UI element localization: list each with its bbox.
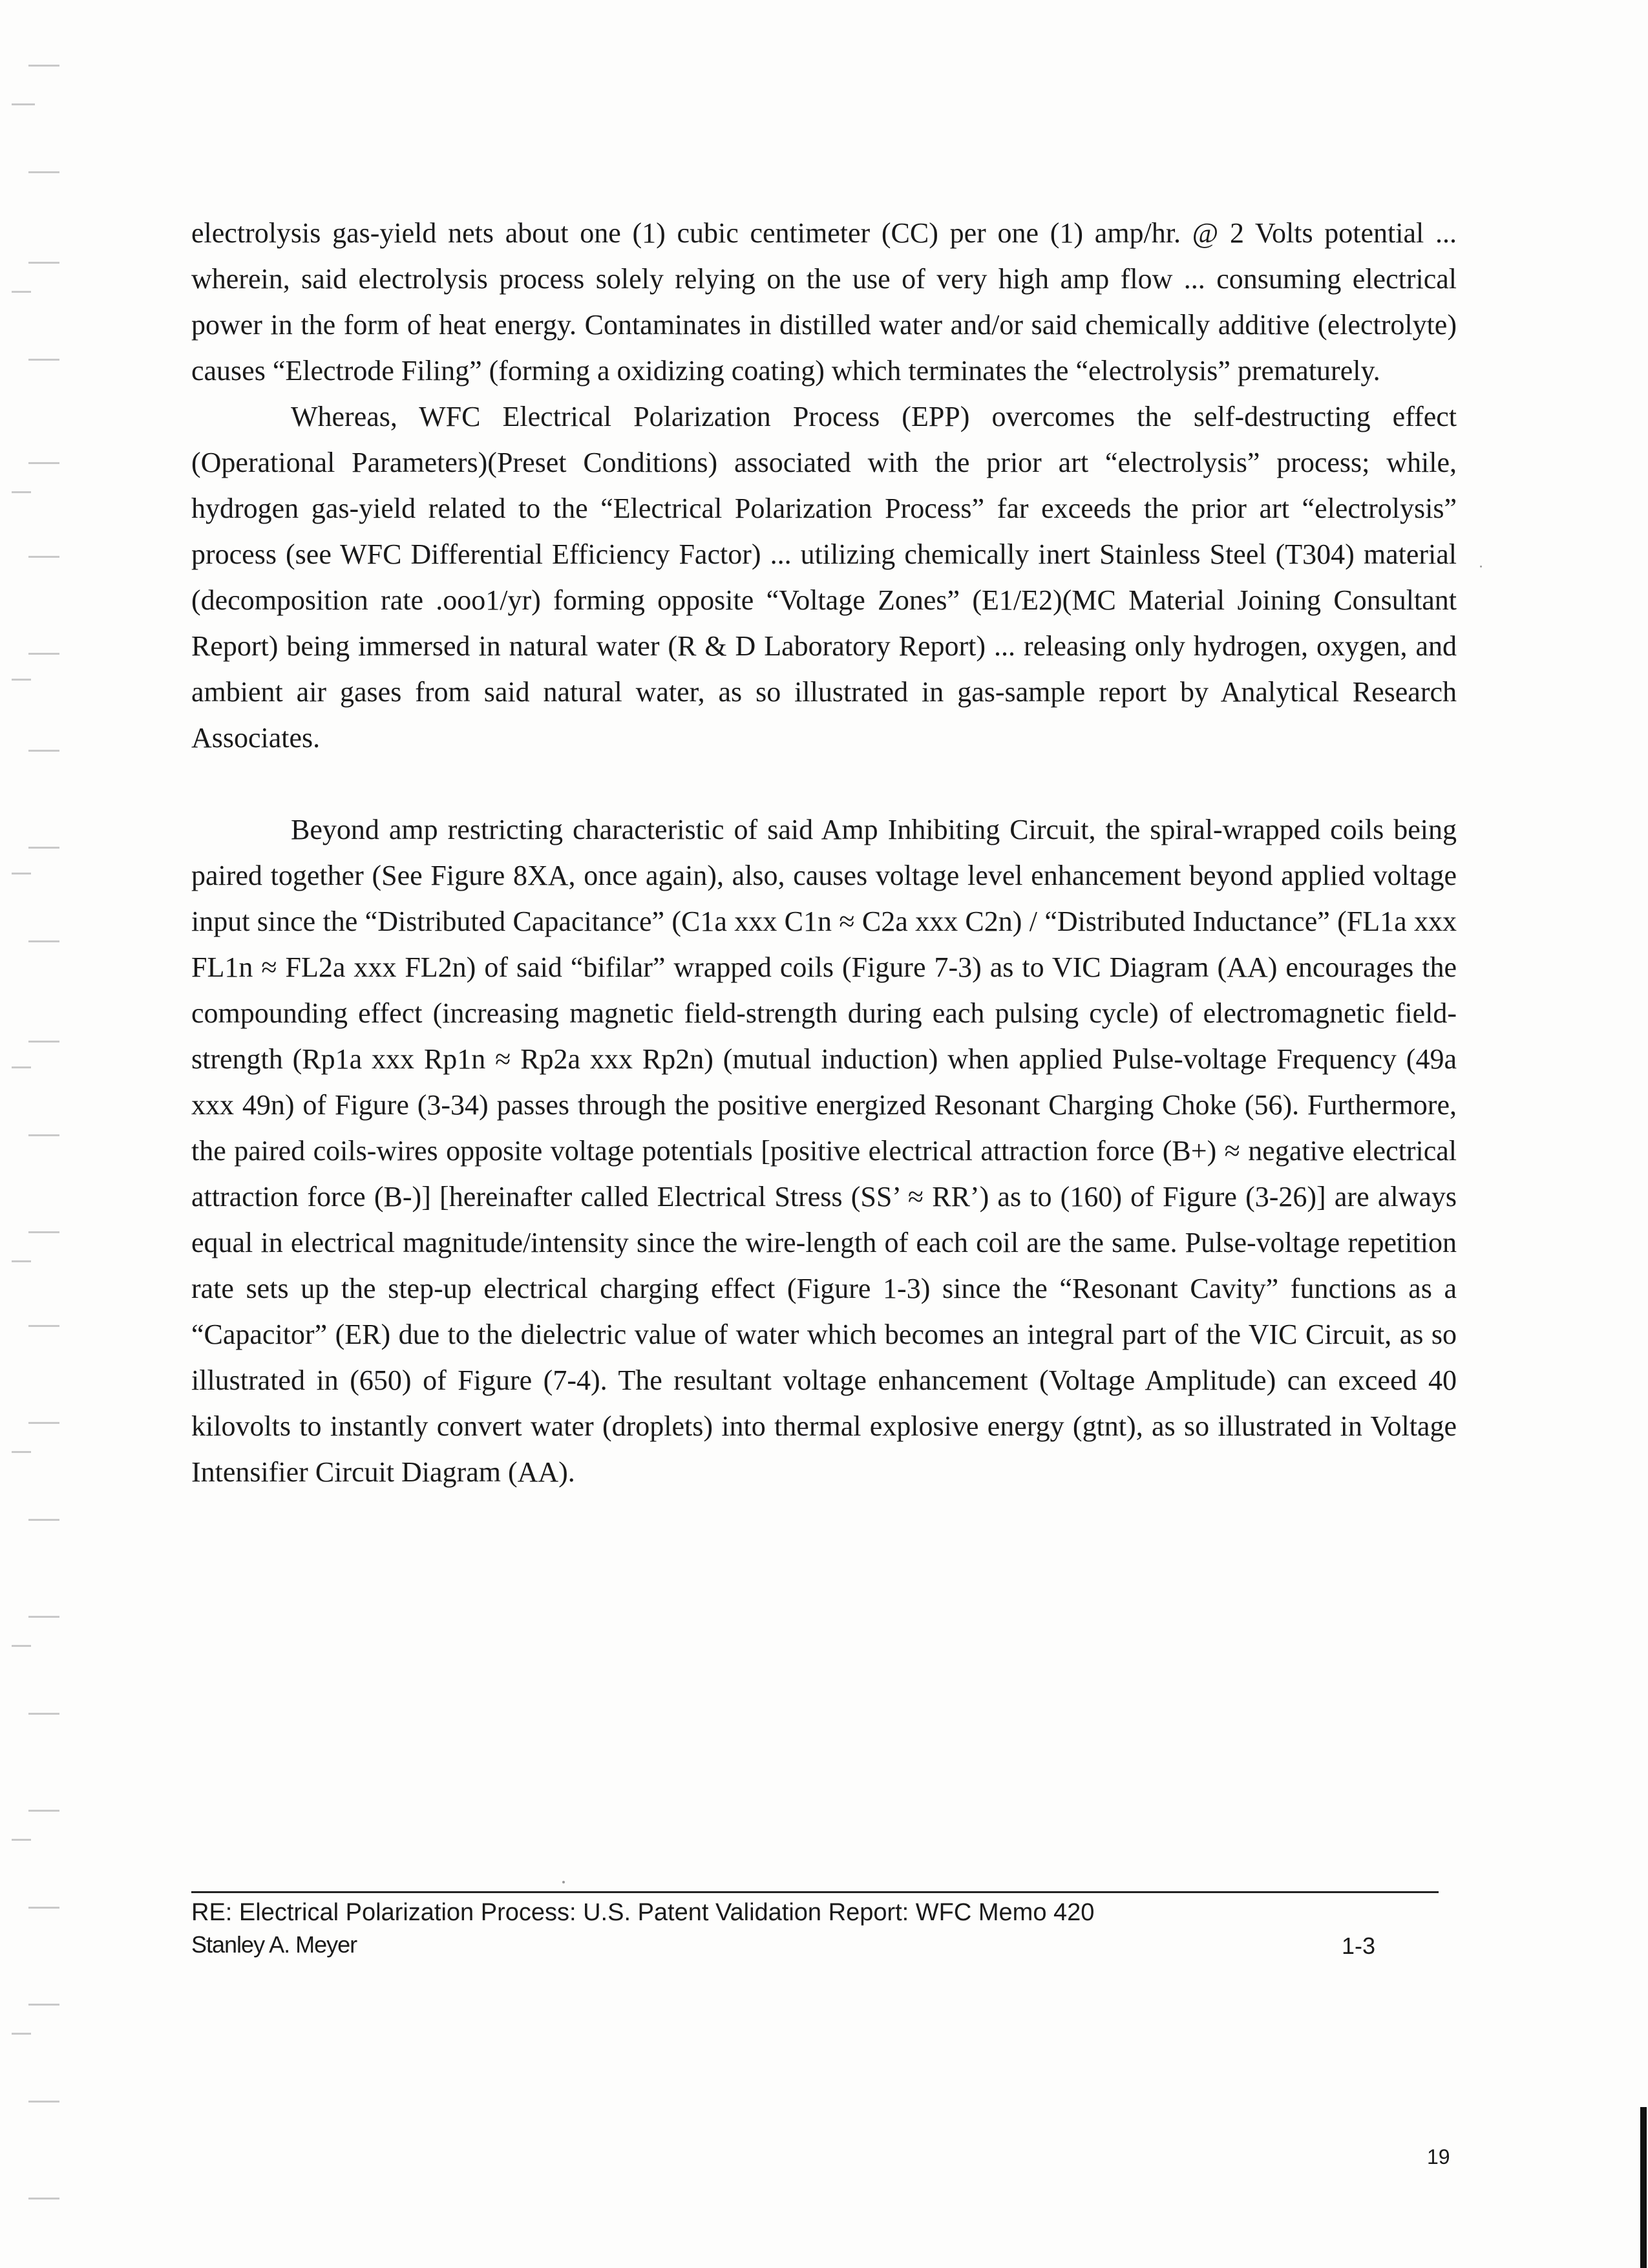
binder-mark bbox=[28, 462, 59, 464]
binder-mark bbox=[28, 1134, 59, 1136]
binder-mark bbox=[28, 1041, 59, 1043]
binder-mark bbox=[12, 679, 31, 681]
binder-mark bbox=[28, 2004, 59, 2006]
binder-mark bbox=[28, 1422, 59, 1424]
scan-speck bbox=[1480, 566, 1482, 567]
binder-mark bbox=[12, 873, 31, 874]
binder-mark bbox=[28, 1616, 59, 1618]
binder-mark bbox=[12, 2033, 31, 2035]
footer-divider bbox=[191, 1891, 1439, 1893]
paragraph-epp: Whereas, WFC Electrical Polarization Process (EPP) overcomes the self-destructing effect (Operational Parameters)(Preset Conditions) associated with the prior art “electrolysis” process; while, hydrogen gas-yield related to the “Electrical Polarization Process” far exceeds the prior art “electrolysis” process (see WFC Differential Efficiency Factor) ... utilizing chemically inert Stainless Steel (T304) material (decomposition rate .ooo1/yr) forming opposite “Voltage Zones” (E1/E2)(MC Material Joining Consultant Report) being immersed in natural water (R & D Laboratory Report) ... releasing only hydrogen, oxygen, and ambient air gases from said natural water, as so illustrated in gas-sample report by Analytical Research Associates. bbox=[191, 401, 1457, 754]
binder-hole-marks bbox=[0, 0, 71, 2268]
footer-author: Stanley A. Meyer bbox=[191, 1931, 357, 1958]
binder-mark bbox=[28, 65, 59, 67]
binder-mark bbox=[12, 1066, 31, 1068]
scan-edge-shadow bbox=[1640, 2107, 1647, 2268]
binder-mark bbox=[28, 2198, 59, 2199]
binder-mark bbox=[12, 1839, 31, 1841]
body-text bbox=[191, 210, 1457, 1495]
binder-mark bbox=[12, 291, 31, 293]
binder-mark bbox=[28, 653, 59, 655]
binder-mark bbox=[28, 171, 59, 173]
paragraph-continued: electrolysis gas-yield nets about one (1) cubic centimeter (CC) per one (1) amp/hr. @ 2 Volts potential ... wherein, said electrolysis process solely relying on the use of very high amp flow ... consuming electrical power in the form of heat energy. Contaminates in distilled water and/or said chemically additive (electrolyte) causes “Electrode Filing” (forming a oxidizing coating) which terminates the “electrolysis” prematurely. bbox=[191, 217, 1457, 387]
binder-mark bbox=[12, 103, 35, 105]
binder-mark bbox=[28, 2101, 59, 2103]
binder-mark bbox=[28, 1810, 59, 1812]
paragraph-amp-inhibiting: Beyond amp restricting characteristic of said Amp Inhibiting Circuit, the spiral-wrapped coils being paired together (See Figure 8XA, once again), also, causes voltage level enhancement beyond applied voltage input since the “Distributed Capacitance” (C1a xxx C1n ≈ C2a xxx C2n) / “Distributed Inductance” (FL1a xxx FL1n ≈ FL2a xxx FL2n) of said “bifilar” wrapped coils (Figure 7-3) as to VIC Diagram (AA) encourages the compounding effect (increasing magnetic field-strength during each pulsing cycle) of electromagnetic field-strength (Rp1a xxx Rp1n ≈ Rp2a xxx Rp2n) (mutual induction) when applied Pulse-voltage Frequency (49a xxx 49n) of Figure (3-34) passes through the positive energized Resonant Charging Choke (56). Furthermore, the paired coils-wires opposite voltage potentials [positive electrical attraction force (B+) ≈ negative electrical attraction force (B-)] [hereinafter called Electrical Stress (SS’ ≈ RR’) as to (160) of Figure (3-26)] are always equal in electrical magnitude/intensity since the wire-length of each coil are the same. Pulse-voltage repetition rate sets up the step-up electrical charging effect (Figure 1-3) since the “Resonant Cavity” functions as a “Capacitor” (ER) due to the dielectric value of water which becomes an integral part of the VIC Circuit, as so illustrated in (650) of Figure (7-4). The resultant voltage enhancement (Voltage Amplitude) can exceed 40 kilovolts to instantly convert water (droplets) into thermal explosive energy (gtnt), as so illustrated in Voltage Intensifier Circuit Diagram (AA). bbox=[191, 814, 1457, 1488]
binder-mark bbox=[28, 359, 59, 361]
binder-mark bbox=[12, 1260, 31, 1262]
binder-mark bbox=[28, 1907, 59, 1909]
binder-mark bbox=[28, 750, 59, 752]
binder-mark bbox=[28, 940, 59, 942]
binder-mark bbox=[28, 1325, 59, 1327]
binder-mark bbox=[12, 1645, 31, 1647]
sheet-number: 19 bbox=[1427, 2145, 1450, 2168]
scan-speck bbox=[562, 1881, 565, 1883]
binder-mark bbox=[28, 847, 59, 849]
binder-mark bbox=[28, 1231, 59, 1233]
binder-mark bbox=[28, 556, 59, 558]
footer-reference: RE: Electrical Polarization Process: U.S. Patent Validation Report: WFC Memo 420 bbox=[191, 1899, 1095, 1926]
binder-mark bbox=[28, 262, 59, 264]
binder-mark bbox=[12, 1451, 31, 1453]
binder-mark bbox=[28, 1713, 59, 1715]
footer-page-label: 1-3 bbox=[1342, 1933, 1376, 1959]
binder-mark bbox=[12, 491, 31, 493]
binder-mark bbox=[28, 1519, 59, 1521]
